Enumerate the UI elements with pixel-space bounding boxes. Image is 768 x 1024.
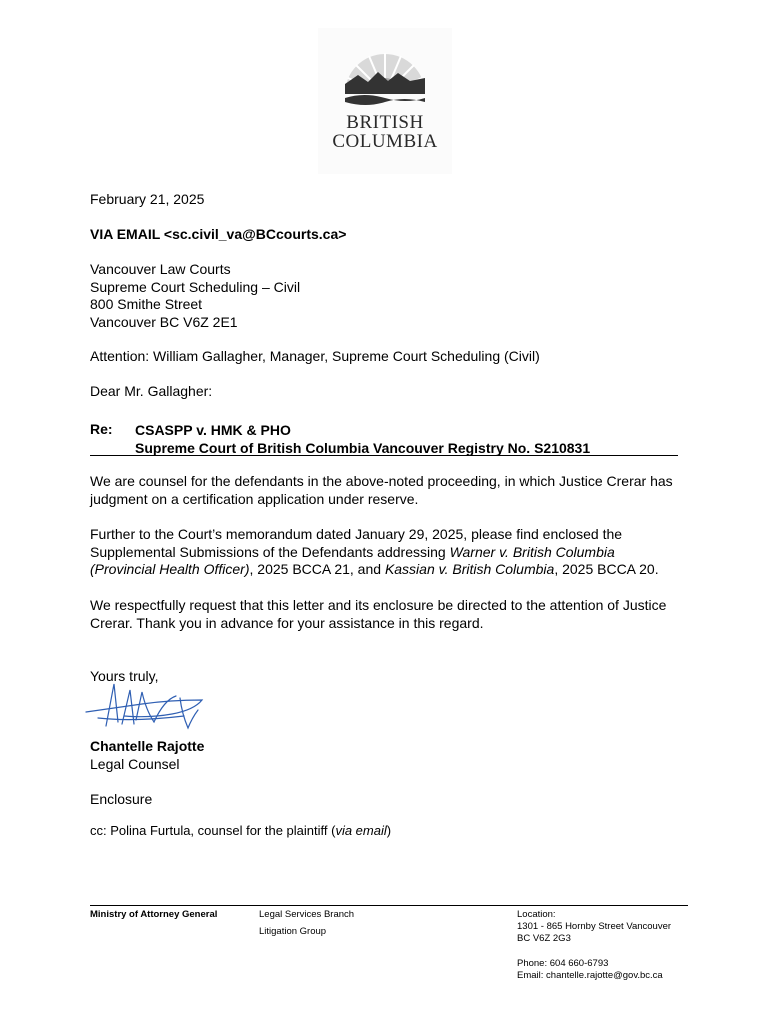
- bc-logo: [318, 28, 452, 174]
- re-label: Re:: [90, 421, 113, 437]
- letter-date: February 21, 2025: [90, 191, 205, 207]
- via-email-line: VIA EMAIL <sc.civil_va@BCcourts.ca>: [90, 226, 347, 242]
- footer-location-label: Location:: [517, 909, 556, 920]
- attention-line: Attention: William Gallagher, Manager, Supreme Court Scheduling (Civil): [90, 348, 540, 364]
- closing: Yours truly,: [90, 668, 159, 684]
- p2-text-b: , 2025 BCCA 21, and: [249, 561, 385, 577]
- p2-case-kassian: Kassian v. British Columbia: [384, 561, 555, 577]
- re-underline: [90, 455, 678, 456]
- signatory-name: Chantelle Rajotte: [90, 738, 205, 754]
- recipient-line-1: Vancouver Law Courts: [90, 261, 231, 277]
- body-paragraph-3: We respectfully request that this letter and its enclosure be directed to the attention of Justice Crerar. Thank you in advance for your assistance in this regard.: [90, 597, 667, 631]
- salutation: Dear Mr. Gallagher:: [90, 383, 213, 399]
- footer-group: Litigation Group: [259, 926, 327, 937]
- p2-text-a: Further to the Court’s memorandum dated January 29, 2025, please find enclosed the Supplemental Submissions of the Defendants addressing: [90, 526, 623, 560]
- footer-phone: Phone: 604 660-6793: [517, 958, 609, 969]
- logo-text-line2: COLUMBIA: [332, 131, 438, 152]
- footer-address-1: 1301 - 865 Hornby Street Vancouver: [517, 921, 672, 932]
- footer-ministry: Ministry of Attorney General: [90, 909, 218, 920]
- cc-text-b: ): [386, 823, 392, 838]
- enclosure-note: Enclosure: [90, 791, 153, 807]
- recipient-line-2: Supreme Court Scheduling – Civil: [90, 278, 301, 295]
- logo-text-line1: BRITISH: [346, 112, 424, 133]
- re-line-1: CSASPP v. HMK & PHO: [135, 422, 291, 438]
- p2-case-warner: Warner v. British Columbia (Provincial Health Officer): [90, 543, 615, 577]
- cc-text-a: cc: Polina Furtula, counsel for the plaintiff (: [90, 823, 336, 838]
- recipient-line-3: 800 Smithe Street: [90, 296, 203, 312]
- footer-branch: Legal Services Branch: [259, 909, 355, 920]
- footer-divider: [90, 905, 688, 906]
- recipient-line-4: Vancouver BC V6Z 2E1: [90, 313, 238, 330]
- signature-image: [84, 680, 208, 740]
- body-paragraph-1: We are counsel for the defendants in the above-noted proceeding, in which Justice Crerar has judgment on a certification application under reserve.: [90, 473, 673, 507]
- cc-via-email: via email: [335, 823, 387, 838]
- p2-text-c: , 2025 BCCA 20.: [554, 561, 659, 577]
- sun-mountains-icon: [342, 48, 428, 112]
- body-paragraph-2: [90, 526, 680, 579]
- re-subject: [135, 421, 590, 457]
- signatory-title: Legal Counsel: [90, 756, 180, 772]
- cc-line: [90, 822, 391, 840]
- re-line-2: Supreme Court of British Columbia Vancouver Registry No. S210831: [135, 440, 591, 456]
- footer-email: Email: chantelle.rajotte@gov.bc.ca: [517, 970, 663, 981]
- footer-address-2: BC V6Z 2G3: [517, 933, 571, 944]
